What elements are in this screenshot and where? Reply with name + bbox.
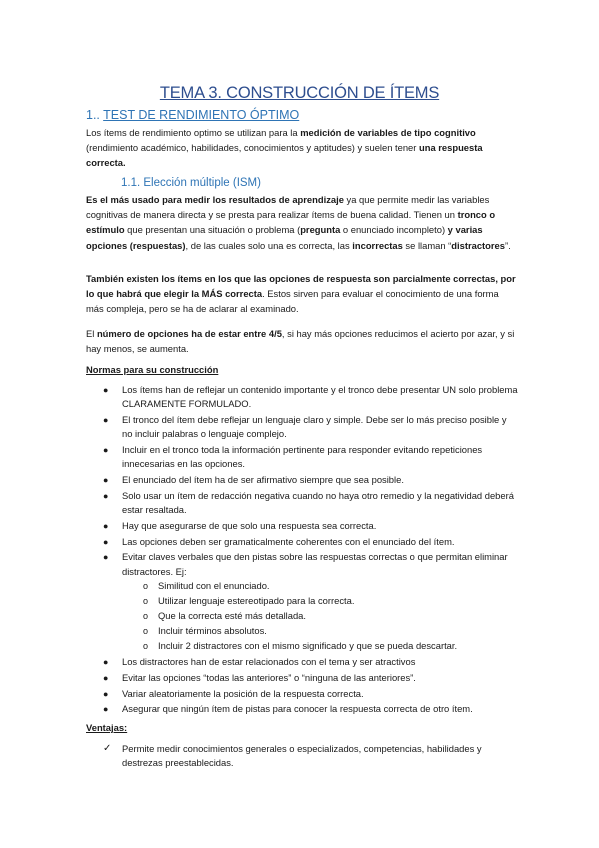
text-run: También existen los ítems en los que las opciones de respuesta son parcialmente correctas, por lo que habrá que elegir la MÁS correcta: [86, 273, 516, 300]
circle-bullet-icon: o: [143, 595, 149, 606]
sub-item: [122, 639, 519, 653]
check-mark-icon: ✓: [103, 743, 112, 754]
norma-text: Evitar claves verbales que den pistas sobre las respuestas correctas o que permitan eliminar distractores. Ej:: [122, 551, 508, 577]
norma-text: Variar aleatoriamente la posición de la respuesta correcta.: [122, 687, 364, 699]
bullet-dot-icon: ●: [103, 552, 109, 563]
norma-item: [0, 383, 599, 411]
sub-item-text: Similitud con el enunciado.: [158, 579, 270, 591]
bullet-dot-icon: ●: [103, 656, 109, 667]
text-run: se llaman “: [402, 239, 452, 251]
bullet-dot-icon: ●: [103, 475, 109, 485]
norma-item: [0, 489, 599, 517]
bullet-dot-icon: ●: [103, 445, 109, 455]
text-run: tronco o estímulo: [86, 209, 496, 236]
sub-item: [122, 609, 519, 623]
text-run: distractores: [451, 239, 505, 251]
norma-text: Hay que asegurarse de que solo una respuesta sea correcta.: [122, 519, 377, 531]
norma-item: [0, 519, 599, 533]
norma-item: [0, 687, 599, 701]
norma-item: [0, 473, 599, 487]
text-run: , de las cuales solo una es correcta, las: [185, 239, 353, 251]
sub-item-text: Incluir términos absolutos.: [158, 625, 267, 637]
normas-list: [0, 383, 599, 718]
norma-text: Asegurar que ningún ítem de pistas para conocer la respuesta correcta de otro ítem.: [122, 703, 473, 715]
norma-item: [0, 671, 599, 685]
norma-item: [0, 535, 599, 549]
circle-bullet-icon: o: [143, 641, 149, 652]
paragraph-2: [86, 271, 518, 317]
text-run: que presentan una situación o problema (: [124, 224, 301, 236]
sub-item: [122, 579, 519, 593]
ventaja-item: [0, 742, 599, 770]
intro-paragraph: [86, 125, 518, 171]
norma-item: [0, 550, 599, 653]
text-run: pregunta: [300, 224, 341, 236]
sub-item-text: Que la correcta esté más detallada.: [158, 609, 306, 621]
ventajas-heading: Ventajas:: [86, 722, 128, 733]
paragraph-1: [86, 192, 518, 253]
text-run: ”.: [504, 239, 511, 251]
norma-text: El tronco del ítem debe reflejar un lenguaje claro y simple. Debe ser lo más preciso posible y no incluir palabras o lenguaje complejo.: [122, 414, 507, 440]
text-run: El: [86, 328, 97, 339]
bullet-dot-icon: ●: [103, 536, 109, 547]
section-title: TEST DE RENDIMIENTO ÓPTIMO: [103, 108, 300, 122]
sub-item-text: Utilizar lenguaje estereotipado para la correcta.: [158, 594, 355, 606]
norma-item: [0, 443, 599, 471]
norma-text: Los ítems han de reflejar un contenido importante y el tronco debe presentar UN solo problema CLARAMENTE FORMULADO.: [122, 384, 518, 410]
norma-text: Los distractores han de estar relacionados con el tema y ser atractivos: [122, 655, 416, 667]
norma-text: El enunciado del ítem ha de ser afirmativo siempre que sea posible.: [122, 474, 404, 485]
bullet-dot-icon: ●: [103, 385, 109, 395]
bullet-dot-icon: ●: [103, 520, 109, 531]
text-run: y varias opciones (respuestas): [86, 224, 483, 251]
normas-heading: Normas para su construcción: [86, 364, 219, 375]
sub-item: [122, 594, 519, 608]
norma-item: [0, 702, 599, 716]
text-run: Los ítems de rendimiento optimo se utilizan para la: [86, 127, 301, 138]
text-run: . Estos sirven para evaluar el conocimiento de una forma más compleja, pero se ha de aclarar al examinado.: [86, 288, 499, 315]
norma-text: Las opciones deben ser gramaticalmente coherentes con el enunciado del ítem.: [122, 535, 455, 547]
circle-bullet-icon: o: [143, 610, 149, 621]
subsection-heading: 1.1. Elección múltiple (ISM): [121, 177, 261, 189]
paragraph-3: [86, 326, 518, 356]
section-number: 1..: [86, 108, 104, 122]
sub-item-text: Incluir 2 distractores con el mismo significado y que se pueda descartar.: [158, 640, 458, 652]
text-run: ya que permite medir las variables cognitivas de manera directa y se presta para realizar ítems de buena calidad. Tienen un: [86, 194, 490, 221]
norma-item: [0, 413, 599, 441]
text-run: , si hay más opciones reducimos el acierto por azar, y si hay menos, se aumenta.: [86, 328, 515, 355]
circle-bullet-icon: o: [143, 626, 149, 637]
text-run: (rendimiento académico, habilidades, conocimientos y aptitudes) y suelen tener: [86, 142, 419, 154]
text-run: incorrectas: [352, 239, 403, 251]
text-run: una respuesta correcta.: [86, 142, 483, 169]
circle-bullet-icon: o: [143, 580, 149, 591]
bullet-dot-icon: ●: [103, 704, 109, 715]
bullet-dot-icon: ●: [103, 415, 109, 425]
norma-text: Evitar las opciones “todas las anteriores” o “ninguna de las anteriores”.: [122, 671, 416, 683]
bullet-dot-icon: ●: [103, 490, 109, 501]
document-title: TEMA 3. CONSTRUCCIÓN DE ÍTEMS: [159, 84, 440, 102]
ventajas-list: [0, 742, 599, 770]
bullet-dot-icon: ●: [103, 688, 109, 699]
text-run: o enunciado incompleto): [340, 224, 448, 236]
norma-text: Incluir en el tronco toda la información pertinente para responder evitando repeticiones innecesarias en las opciones.: [122, 444, 483, 470]
section-heading: [86, 108, 299, 122]
text-run: número de opciones ha de estar entre 4/5: [96, 328, 282, 339]
sub-item: [122, 624, 519, 638]
norma-item: [0, 655, 599, 669]
bullet-dot-icon: ●: [103, 672, 109, 683]
sub-list: [122, 579, 519, 654]
text-run: medición de variables de tipo cognitivo: [300, 127, 476, 138]
norma-text: Solo usar un ítem de redacción negativa cuando no haya otro remedio y la negatividad deberá estar resaltada.: [122, 489, 514, 515]
text-run: Es el más usado para medir los resultados de aprendizaje: [86, 194, 344, 205]
ventaja-text: Permite medir conocimientos generales o especializados, competencias, habilidades y destrezas preestablecidas.: [122, 743, 482, 769]
